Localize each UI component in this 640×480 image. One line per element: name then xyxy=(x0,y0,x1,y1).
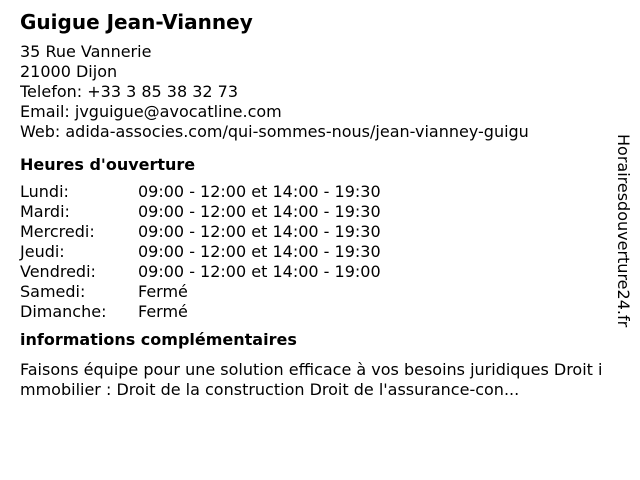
day-label: Mercredi: xyxy=(20,222,95,241)
hours-row-tuesday xyxy=(20,203,610,221)
contact-details xyxy=(20,43,610,141)
business-name: Guigue Jean-Vianney xyxy=(20,10,253,34)
email-address: Email: jvguigue@avocatline.com xyxy=(20,103,282,121)
additional-info-heading: informations complémentaires xyxy=(20,330,297,349)
day-label: Samedi: xyxy=(20,282,86,301)
street-address: 35 Rue Vannerie xyxy=(20,43,152,61)
time-value: Fermé xyxy=(138,282,188,301)
day-label: Lundi: xyxy=(20,182,69,201)
site-watermark: Horairesdouverture24.fr xyxy=(614,134,633,328)
website-address: Web: adida-associes.com/qui-sommes-nous/jean-vianney-guigu xyxy=(20,123,529,141)
time-value: 09:00 - 12:00 et 14:00 - 19:30 xyxy=(138,242,381,261)
time-value: Fermé xyxy=(138,302,188,321)
time-value: 09:00 - 12:00 et 14:00 - 19:00 xyxy=(138,262,381,281)
hours-row-sunday xyxy=(20,303,610,321)
business-card xyxy=(20,10,610,400)
time-value: 09:00 - 12:00 et 14:00 - 19:30 xyxy=(138,182,381,201)
hours-row-saturday xyxy=(20,283,610,301)
day-label: Dimanche: xyxy=(20,302,107,321)
city-address: 21000 Dijon xyxy=(20,63,118,81)
day-label: Vendredi: xyxy=(20,262,96,281)
time-value: 09:00 - 12:00 et 14:00 - 19:30 xyxy=(138,222,381,241)
hours-row-monday xyxy=(20,183,610,201)
hours-row-thursday xyxy=(20,243,610,261)
opening-hours-table xyxy=(20,183,610,321)
hours-row-wednesday xyxy=(20,223,610,241)
day-label: Jeudi: xyxy=(20,242,65,261)
hours-row-friday xyxy=(20,263,610,281)
day-label: Mardi: xyxy=(20,202,70,221)
phone-number: Telefon: +33 3 85 38 32 73 xyxy=(20,83,239,101)
additional-info-text: Faisons équipe pour une solution efficace à vos besoins juridiques Droit immobilier : Droit de la construction Droit de l'assurance-con... xyxy=(20,360,603,399)
opening-hours-heading: Heures d'ouverture xyxy=(20,155,196,174)
time-value: 09:00 - 12:00 et 14:00 - 19:30 xyxy=(138,202,381,221)
